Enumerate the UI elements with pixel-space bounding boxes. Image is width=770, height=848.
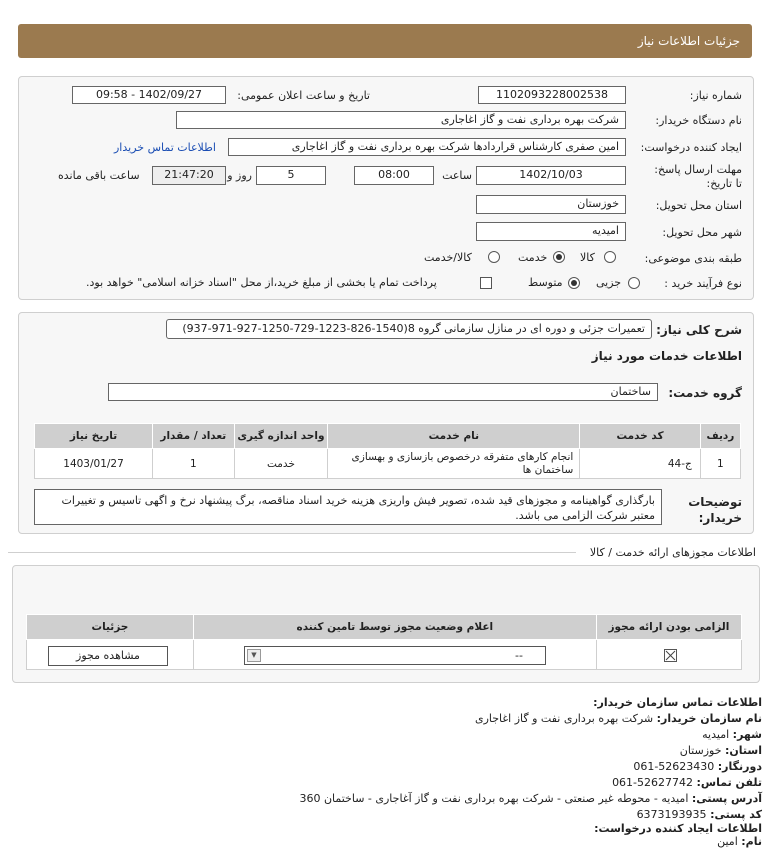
th-unit: واحد اندازه گیری	[234, 424, 328, 449]
city-label: شهر محل تحویل:	[662, 226, 742, 239]
summary-field: تعمیرات جزئی و دوره ای در منازل سازمانی گروه 8(1540-826-1223-729-1250-927-971-937)	[166, 319, 652, 339]
category-label: طبقه بندی موضوعی:	[644, 252, 742, 265]
province-label: استان محل تحویل:	[655, 199, 742, 212]
cell-service-code: ج-44	[580, 449, 701, 479]
permits-table-header	[27, 615, 742, 640]
time-label: ساعت	[442, 169, 472, 182]
service-group-label: گروه خدمت:	[668, 386, 742, 400]
cell-unit: خدمت	[234, 449, 328, 479]
view-permit-button[interactable]: مشاهده مجوز	[48, 646, 168, 666]
th-permit-status: اعلام وضعیت مجوز توسط تامین کننده	[193, 615, 596, 640]
contact-province: استان: خوزستان	[679, 744, 762, 757]
buyer-contact-link[interactable]: اطلاعات تماس خریدار	[114, 141, 216, 154]
select-dropdown-icon[interactable]: ▼	[247, 649, 261, 662]
creator-name: نام: امین	[717, 835, 762, 848]
permits-divider	[8, 552, 576, 553]
permits-title: اطلاعات مجوزهای ارائه خدمت / کالا	[589, 546, 756, 559]
services-title: اطلاعات خدمات مورد نیاز	[591, 349, 742, 363]
services-table-header	[35, 424, 741, 449]
th-permit-required: الزامی بودن ارائه مجوز	[596, 615, 741, 640]
payment-checkbox[interactable]	[480, 277, 492, 289]
days-field: 5	[256, 166, 326, 185]
category-radio-service[interactable]	[553, 251, 565, 263]
services-table	[34, 423, 741, 479]
th-quantity: تعداد / مقدار	[153, 424, 235, 449]
category-option-goods: کالا	[580, 251, 595, 264]
summary-label: شرح کلی نیاز:	[656, 323, 742, 337]
contact-title: اطلاعات تماس سازمان خریدار:	[593, 696, 762, 709]
contact-org: نام سازمان خریدار: شرکت بهره برداری نفت و گاز اغاجاری	[474, 712, 762, 725]
category-option-goods-service: کالا/خدمت	[424, 251, 472, 264]
process-label: نوع فرآیند خرید :	[664, 277, 742, 290]
remaining-label: ساعت باقی مانده	[58, 169, 140, 182]
creator-info-title: اطلاعات ایجاد کننده درخواست:	[594, 822, 762, 835]
cell-row-number: 1	[700, 449, 740, 479]
service-group-field: ساختمان	[108, 383, 658, 401]
process-radio-medium[interactable]	[568, 277, 580, 289]
th-service-code: کد خدمت	[580, 424, 701, 449]
category-radio-goods[interactable]	[604, 251, 616, 263]
days-label: روز و	[227, 169, 252, 182]
creator-field: امین صفری کارشناس قراردادها شرکت بهره برداری نفت و گاز اغاجاری	[228, 138, 626, 156]
table-row	[35, 449, 741, 479]
province-field: خوزستان	[476, 195, 626, 214]
contact-fax: دورنگار: 061-52623430	[633, 760, 762, 773]
creator-label: ایجاد کننده درخواست:	[640, 141, 742, 154]
city-field: امیدیه	[476, 222, 626, 241]
deadline-date-field: 1402/10/03	[476, 166, 626, 185]
deadline-label: مهلت ارسال پاسخ: تا تاریخ:	[654, 163, 742, 190]
permit-status-select[interactable]	[244, 646, 546, 665]
page-title: جزئیات اطلاعات نیاز	[637, 34, 740, 48]
announce-date-field: 1402/09/27 - 09:58	[72, 86, 226, 104]
select-value: --	[515, 649, 523, 662]
contact-city: شهر: امیدیه	[702, 728, 762, 741]
th-need-date: تاریخ نیاز	[35, 424, 153, 449]
contact-phone: تلفن تماس: 061-52627742	[612, 776, 762, 789]
need-number-field: 1102093228002538	[478, 86, 626, 104]
category-option-service: خدمت	[518, 251, 548, 264]
cell-quantity: 1	[153, 449, 235, 479]
process-radio-minor[interactable]	[628, 277, 640, 289]
th-details: جزئیات	[27, 615, 194, 640]
page-header	[18, 24, 752, 58]
contact-address: آدرس پستی: امیدیه - محوطه غیر صنعتی - شرکت بهره برداری نفت و گاز آغاجاری - ساختمان 360	[299, 792, 762, 805]
deadline-time-field: 08:00	[354, 166, 434, 185]
payment-note: پرداخت تمام یا بخشی از مبلغ خرید،از محل "اسناد خزانه اسلامی" خواهد بود.	[86, 276, 437, 289]
announce-date-label: تاریخ و ساعت اعلان عمومی:	[237, 89, 370, 102]
th-service-name: نام خدمت	[328, 424, 580, 449]
contact-postal: کد پستی: 6373193935	[636, 808, 762, 821]
cell-service-name: انجام کارهای متفرقه درخصوص بازسازی و بهسازی ساختمان ها	[328, 449, 580, 479]
buyer-org-field: شرکت بهره برداری نفت و گاز اغاجاری	[176, 111, 626, 129]
cell-need-date: 1403/01/27	[35, 449, 153, 479]
remaining-time-field: 21:47:20	[152, 166, 226, 185]
permit-required-check-icon	[664, 649, 677, 662]
buyer-org-label: نام دستگاه خریدار:	[655, 114, 742, 127]
category-radio-goods-service[interactable]	[488, 251, 500, 263]
need-details-panel	[18, 76, 754, 300]
process-option-minor: جزیی	[596, 276, 622, 289]
buyer-notes-field: بارگذاری گواهینامه و مجوزهای قید شده، تصویر فیش واریزی هزینه خرید اسناد مناقصه، برگ پیشنهاد نرخ و اگهی تاسیس و تغییرات معتبر شرکت الزامی می باشد.	[34, 489, 662, 525]
th-row: ردیف	[700, 424, 740, 449]
process-option-medium: متوسط	[528, 276, 563, 289]
buyer-notes-label: توضیحات خریدار:	[688, 495, 742, 525]
need-number-label: شماره نیاز:	[689, 89, 742, 102]
